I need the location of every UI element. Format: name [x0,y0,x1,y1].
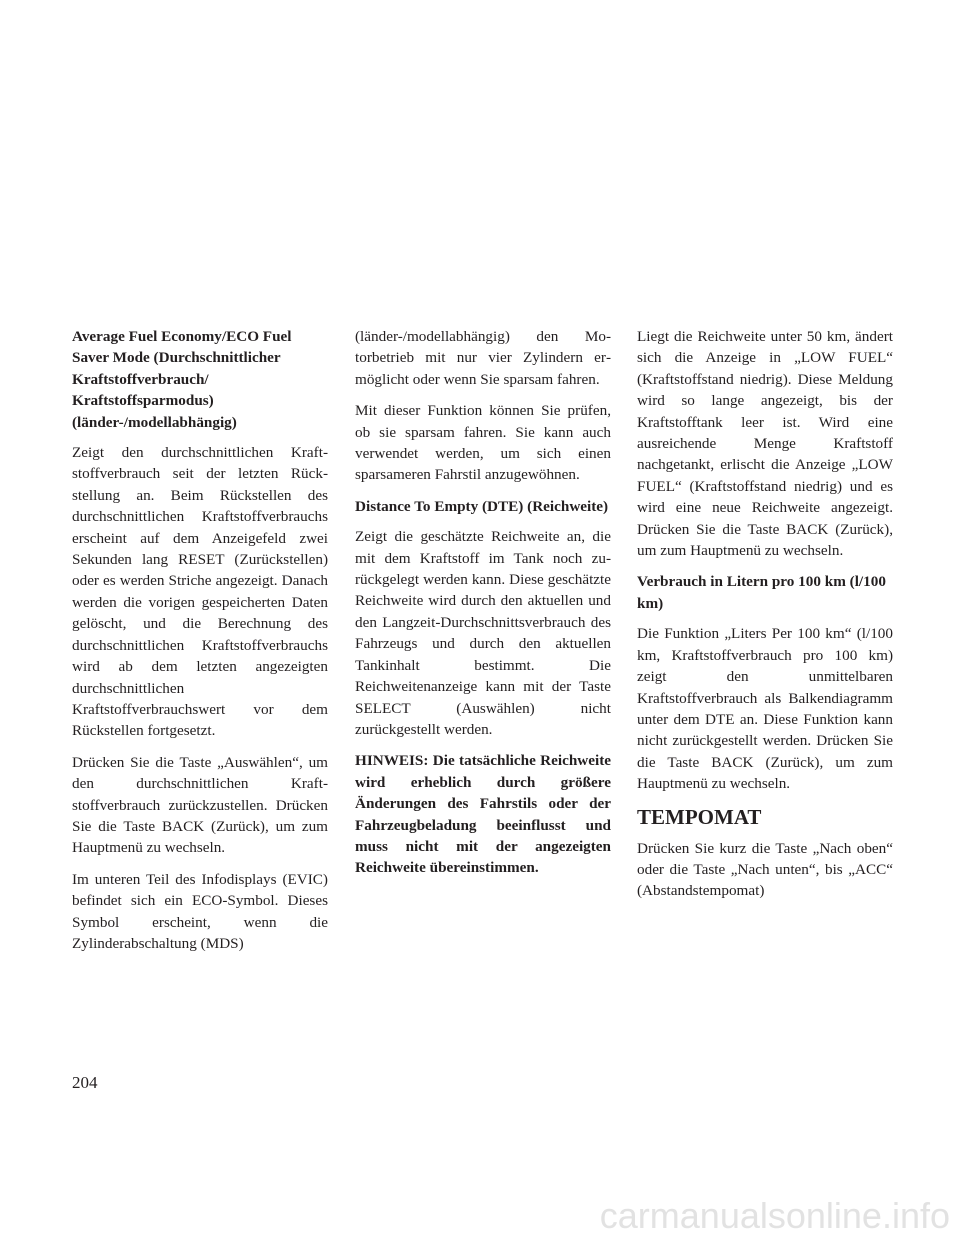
paragraph-average-description: Zeigt den durchschnittlichen Kraftstoffverbrauch seit der letzten Rückstellung an. Beim Rückstellen des durchschnittlichen Kraftstoffverbrauchs erscheint auf dem Anzeigefeld zwei Sekunden lang RESET (Zurückstellen) oder es werden Striche angezeigt. Danach werden die vorigen gespeicherten Daten gelöscht, und die Berechnung des durchschnittlichen Kraftstoffverbrauchs wird ab dem letzten angezeigten durchschnittlichen Kraftstoffverbrauchswert vor dem Rückstellen fortgesetzt. [72,444,328,740]
paragraph-reset-instructions: Drücken Sie die Taste „Auswählen“, um den durchschnittlichen Kraftstoffverbrauch zurückzustellen. Drücken Sie die Taste BACK (Zurück), um zum Hauptmenü zu wechseln. [72,753,328,857]
watermark: carmanualsonline.info [599,1195,950,1236]
paragraph-dte-description: Zeigt die geschätzte Reichweite an, die mit dem Kraftstoff im Tank noch zurückgelegt werden kann. Diese geschätzte Reichweite wird durch den aktuellen und den Langzeit-Durchschnittsverbrauch des Fahrzeugs und durch den aktuellen Tankinhalt bestimmt. Die Reichweitenanzeige kann mit der Taste SELECT (Auswählen) nicht zurückgestellt werden. [355,528,611,738]
paragraph-liters-description: Die Funktion „Liters Per 100 km“ (l/100 km, Kraftstoffverbrauch pro 100 km) zeigt den unmittelbaren Kraftstoffverbrauch als Balkendiagramm unter dem DTE an. Diese Funktion kann nicht zurückgestellt werden. Drücken Sie die Taste BACK (Zurück), um zum Hauptmenü zu wechseln. [637,625,893,793]
note-hinweis: HINWEIS: Die tatsächliche Reichweite wird erheblich durch größere Änderungen des Fahrstils oder der Fahrzeugbeladung beeinflusst und muss nicht mit der angezeigten Reichweite übereinstimmen. [355,752,611,877]
heading-average-fuel-economy: Average Fuel Economy/ECO Fuel Saver Mode (Durchschnittlicher Kraftstoffverbrauch/ Kraftstoffsparmodus) (länder-/modellabhängig) [72,328,292,431]
paragraph-tempomat-intro: Drücken Sie kurz die Taste „Nach oben“ oder die Taste „Nach unten“, bis „ACC“ (Abstandstempomat) [637,839,893,900]
column-2 [355,326,611,889]
heading-distance-to-empty: Distance To Empty (DTE) (Reichweite) [355,497,609,515]
paragraph-function-check: Mit dieser Funktion können Sie prüfen, ob sie sparsam fahren. Sie kann auch verwendet werden, um sich einen sparsameren Fahrstil anzugewöhnen. [355,402,611,484]
page-number: 204 [72,1073,98,1092]
column-1 [72,326,328,964]
section-title-tempomat: TEMPOMAT [637,804,762,829]
paragraph-low-fuel: Liegt die Reichweite unter 50 km, ändert sich die Anzeige in „LOW FUEL“ (Kraftstoffstand niedrig). Diese Meldung wird so lange angezeigt, bis der Kraftstofftank leer ist. Wird eine ausreichende Menge Kraftstoff nachgetankt, erlischt die Anzeige „LOW FUEL“ (Kraftstoffstand niedrig) und es wird eine neue Reichweite angezeigt. Drücken Sie die Taste BACK (Zurück), um zum Hauptmenü zu wechseln. [637,328,893,560]
paragraph-mds-continued: (länder-/modellabhängig) den Motorbetrieb mit nur vier Zylindern ermöglicht oder wenn Sie sparsam fahren. [355,328,611,388]
paragraph-eco-symbol: Im unteren Teil des Infodisplays (EVIC) befindet sich ein ECO-Symbol. Dieses Symbol erscheint, wenn die Zylinderabschaltung (MDS) [72,870,328,952]
heading-liters-per-100km: Verbrauch in Litern pro 100 km (l/100 km) [637,573,886,612]
column-3 [637,326,893,912]
